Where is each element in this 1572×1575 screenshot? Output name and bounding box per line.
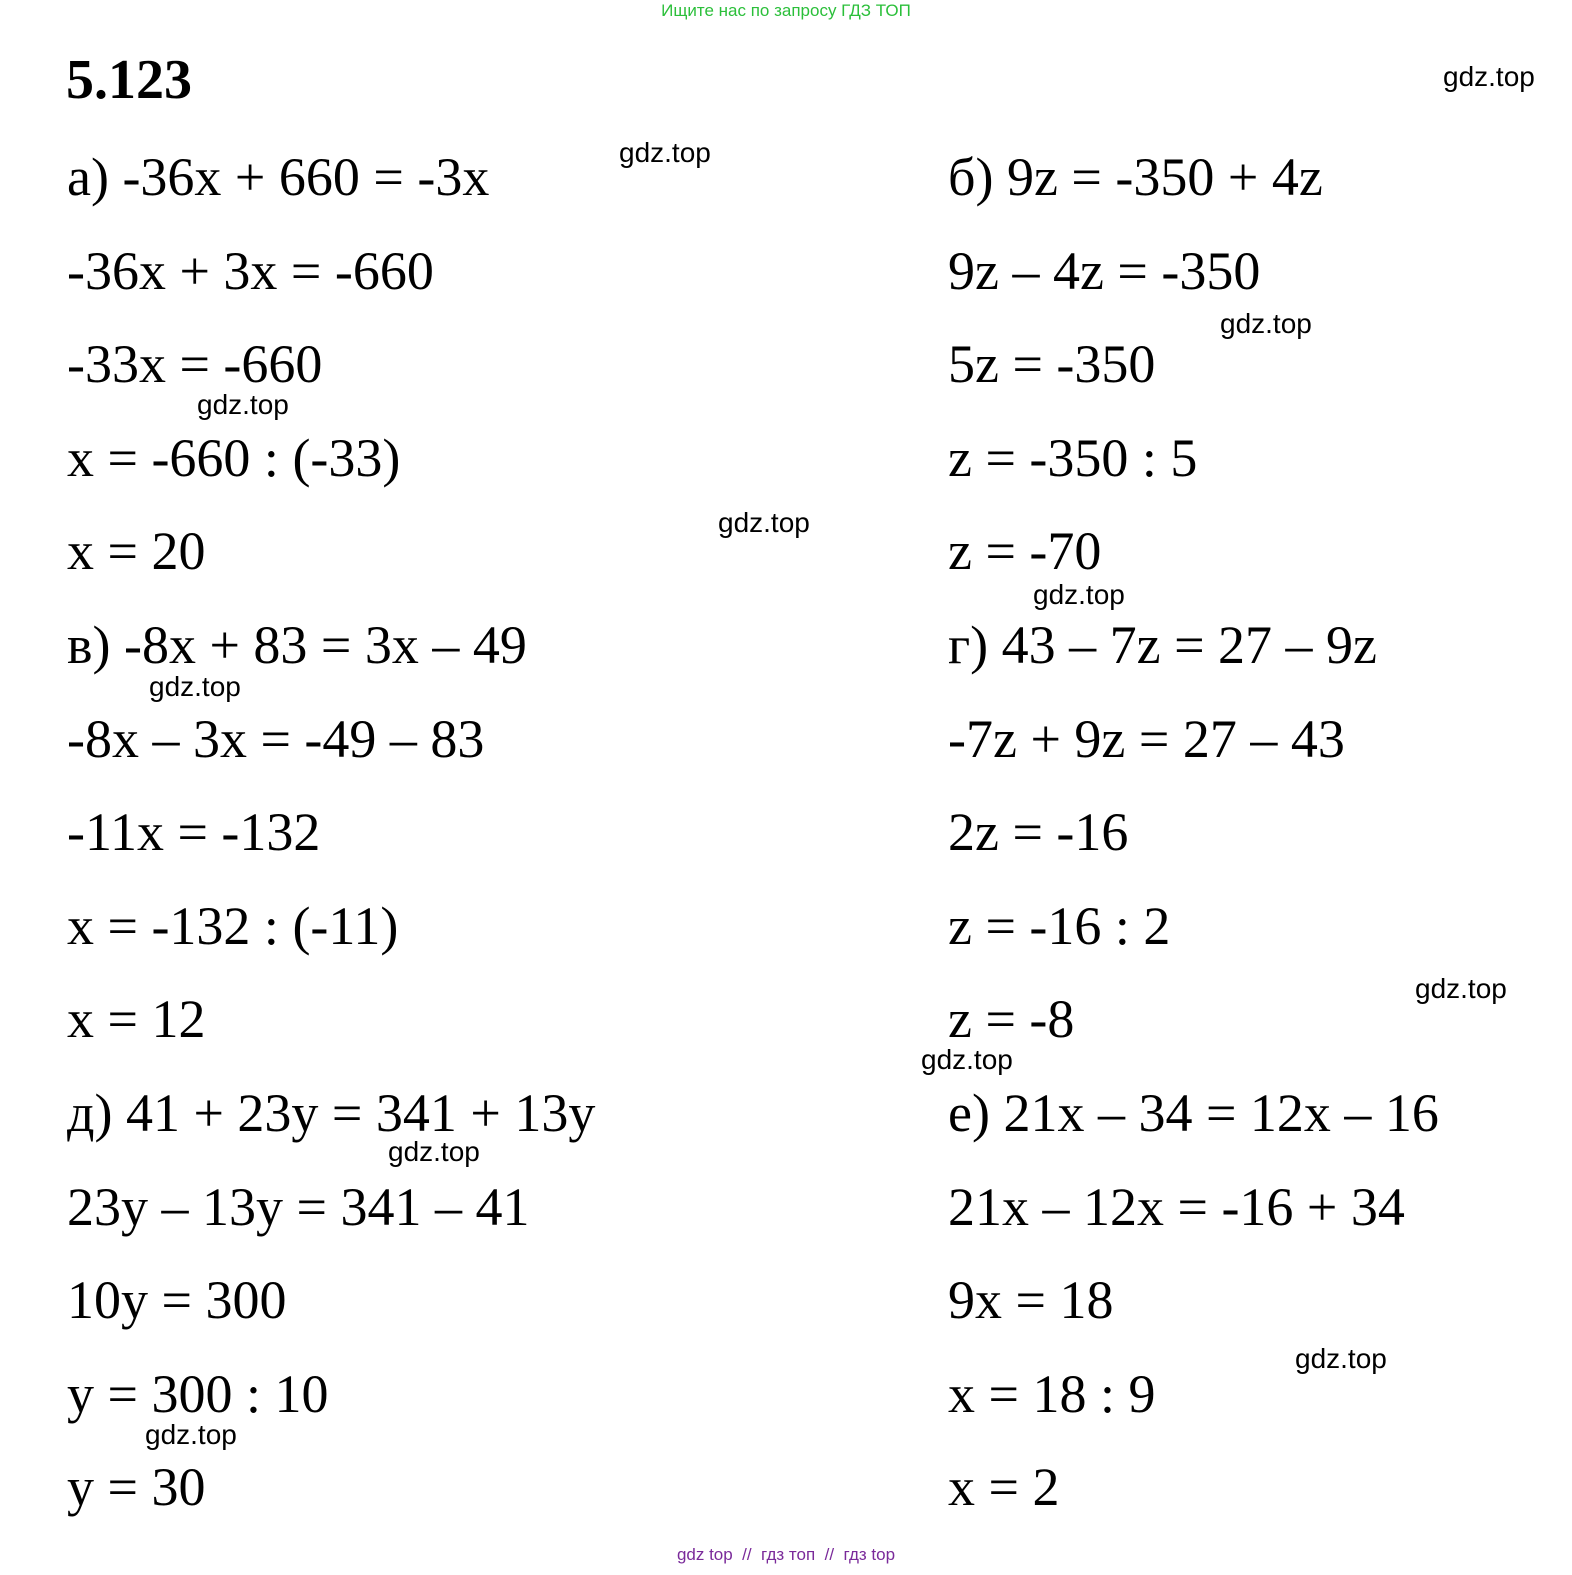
solution-step: y = 300 : 10	[67, 1364, 329, 1424]
equation-b: б) 9z = -350 + 4z	[948, 147, 1323, 207]
problem-number: 5.123	[66, 49, 192, 111]
solution-step: x = 18 : 9	[948, 1364, 1156, 1424]
watermark: gdz.top	[1443, 61, 1535, 92]
watermark: gdz.top	[197, 389, 289, 420]
solution-step: 23y – 13y = 341 – 41	[67, 1177, 530, 1237]
equation-d: д) 41 + 23y = 341 + 13y	[67, 1083, 596, 1143]
watermark: gdz.top	[1295, 1343, 1387, 1374]
solution-step: 2z = -16	[948, 802, 1129, 862]
solution-step: x = -132 : (-11)	[67, 896, 399, 956]
equation-v: в) -8x + 83 = 3x – 49	[67, 615, 527, 675]
answer-d: y = 30	[67, 1457, 206, 1517]
solution-step: x = -660 : (-33)	[67, 428, 401, 488]
watermark: gdz.top	[1033, 579, 1125, 610]
watermark: gdz.top	[149, 671, 241, 702]
answer-b: z = -70	[948, 521, 1102, 581]
answer-v: x = 12	[67, 989, 206, 1049]
solution-step: 9z – 4z = -350	[948, 241, 1261, 301]
solution-step: -33x = -660	[67, 334, 323, 394]
watermark: gdz.top	[1220, 308, 1312, 339]
watermark: gdz.top	[388, 1136, 480, 1167]
watermark: gdz.top	[619, 137, 711, 168]
footer: gdz top // гдз топ // гдз top	[676, 1545, 896, 1564]
watermark: gdz.top	[1415, 973, 1507, 1004]
answer-e: x = 2	[948, 1457, 1060, 1517]
solution-step: 9x = 18	[948, 1270, 1114, 1330]
watermark: gdz.top	[145, 1419, 237, 1450]
equation-g: г) 43 – 7z = 27 – 9z	[948, 615, 1378, 675]
solution-step: 21x – 12x = -16 + 34	[948, 1177, 1405, 1237]
equation-a: а) -36x + 660 = -3x	[67, 147, 490, 207]
answer-a: x = 20	[67, 521, 206, 581]
solution-step: -36x + 3x = -660	[67, 241, 434, 301]
solution-step: -11x = -132	[67, 802, 321, 862]
solution-step: z = -350 : 5	[948, 428, 1198, 488]
solution-step: z = -16 : 2	[948, 896, 1171, 956]
top-banner: Ищите нас по запросу ГДЗ ТОП	[661, 1, 911, 20]
solution-step: 10y = 300	[67, 1270, 287, 1330]
watermark: gdz.top	[718, 507, 810, 538]
answer-g: z = -8	[948, 989, 1075, 1049]
watermark: gdz.top	[921, 1044, 1013, 1075]
equation-e: е) 21x – 34 = 12x – 16	[948, 1083, 1439, 1143]
solution-step: -7z + 9z = 27 – 43	[948, 709, 1345, 769]
solution-step: -8x – 3x = -49 – 83	[67, 709, 485, 769]
solution-step: 5z = -350	[948, 334, 1156, 394]
